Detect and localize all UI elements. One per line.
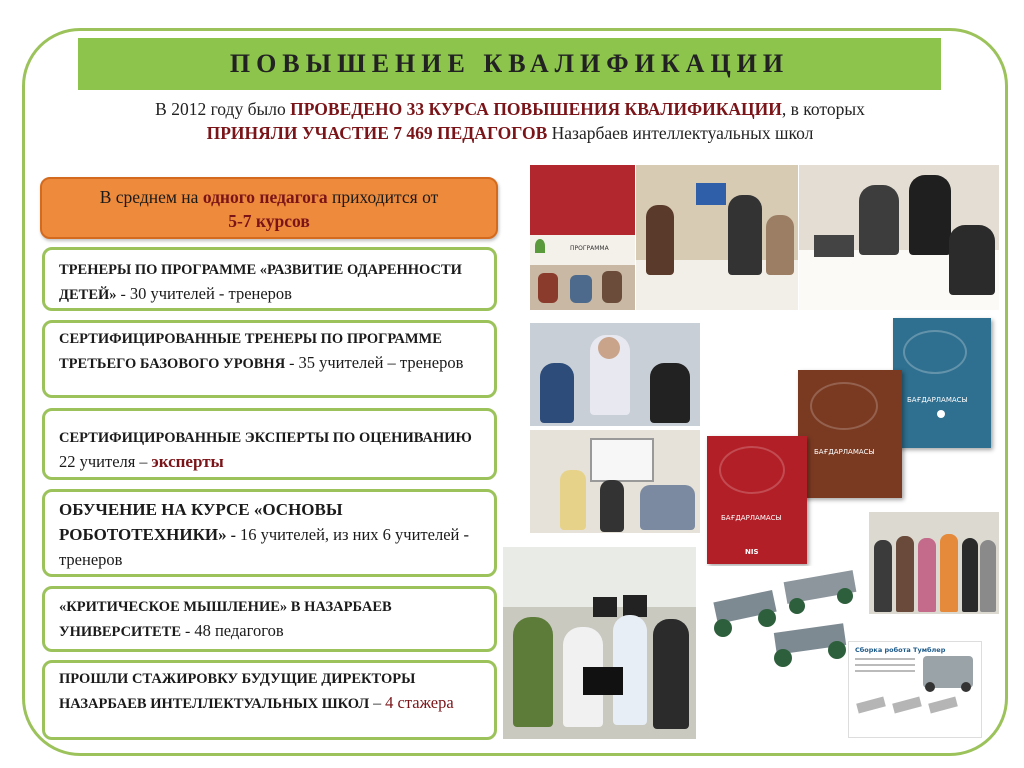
card-gifted-trainers: ТРЕНЕРЫ ПО ПРОГРАММЕ «РАЗВИТИЕ ОДАРЕННОСТИ ДЕТЕЙ» - 30 учителей - тренеров xyxy=(42,247,497,311)
card-critical-thinking: «КРИТИЧЕСКОЕ МЫШЛЕНИЕ» В НАЗАРБАЕВ УНИВЕРСИТЕТЕ - 48 педагогов xyxy=(42,586,497,652)
intro-bold-participants: ПРИНЯЛИ УЧАСТИЕ 7 469 ПЕДАГОГОВ xyxy=(206,123,548,143)
card-future-directors: ПРОШЛИ СТАЖИРОВКУ БУДУЩИЕ ДИРЕКТОРЫ НАЗАРБАЕВ ИНТЕЛЛЕКТУАЛЬНЫХ ШКОЛ – 4 стажера xyxy=(42,660,497,740)
intro-text: В 2012 году было ПРОВЕДЕНО 33 КУРСА ПОВЫШЕНИЯ КВАЛИФИКАЦИИ, в которых ПРИНЯЛИ УЧАСТИЕ 7 469 ПЕДАГОГОВ Назарбаев интеллектуальных школ xyxy=(155,99,865,143)
robot-kit-photo xyxy=(705,566,865,670)
average-courses-box: В среднем на одного педагога приходится от 5-7 курсов xyxy=(40,177,498,239)
program-brochure-photo: ПРОГРАММА xyxy=(530,165,635,310)
brown-program-book: БАҒДАРЛАМАСЫ xyxy=(798,370,902,498)
certificates-group-photo xyxy=(869,512,999,614)
card-third-level-trainers: СЕРТИФИЦИРОВАННЫЕ ТРЕНЕРЫ ПО ПРОГРАММЕ ТРЕТЬЕГО БАЗОВОГО УРОВНЯ - 35 учителей – тренеров xyxy=(42,320,497,398)
group-work-photo-2 xyxy=(799,165,999,310)
robot-assembly-sheet: Сборка робота Тумблер xyxy=(848,641,982,738)
card-assessment-experts: СЕРТИФИЦИРОВАННЫЕ ЭКСПЕРТЫ ПО ОЦЕНИВАНИЮ 22 учителя – эксперты xyxy=(42,408,497,480)
slide-title: ПОВЫШЕНИЕ КВАЛИФИКАЦИИ xyxy=(78,38,941,90)
computer-lab-photo xyxy=(503,547,696,739)
classroom-photo xyxy=(530,430,700,533)
courses-range: 5-7 курсов xyxy=(228,211,310,231)
group-work-photo-1 xyxy=(636,165,798,310)
card-robotics-course: ОБУЧЕНИЕ НА КУРСЕ «ОСНОВЫ РОБОТОТЕХНИКИ» - 16 учителей, из них 6 учителей - тренеров xyxy=(42,489,497,577)
intro-bold-courses: ПРОВЕДЕНО 33 КУРСА ПОВЫШЕНИЯ КВАЛИФИКАЦИИ xyxy=(290,99,782,119)
blue-program-book: БАҒДАРЛАМАСЫ xyxy=(893,318,991,448)
robot-kit-drawing xyxy=(705,566,865,670)
meeting-photo xyxy=(530,323,700,426)
red-program-book: БАҒДАРЛАМАСЫ NIS xyxy=(707,436,807,564)
